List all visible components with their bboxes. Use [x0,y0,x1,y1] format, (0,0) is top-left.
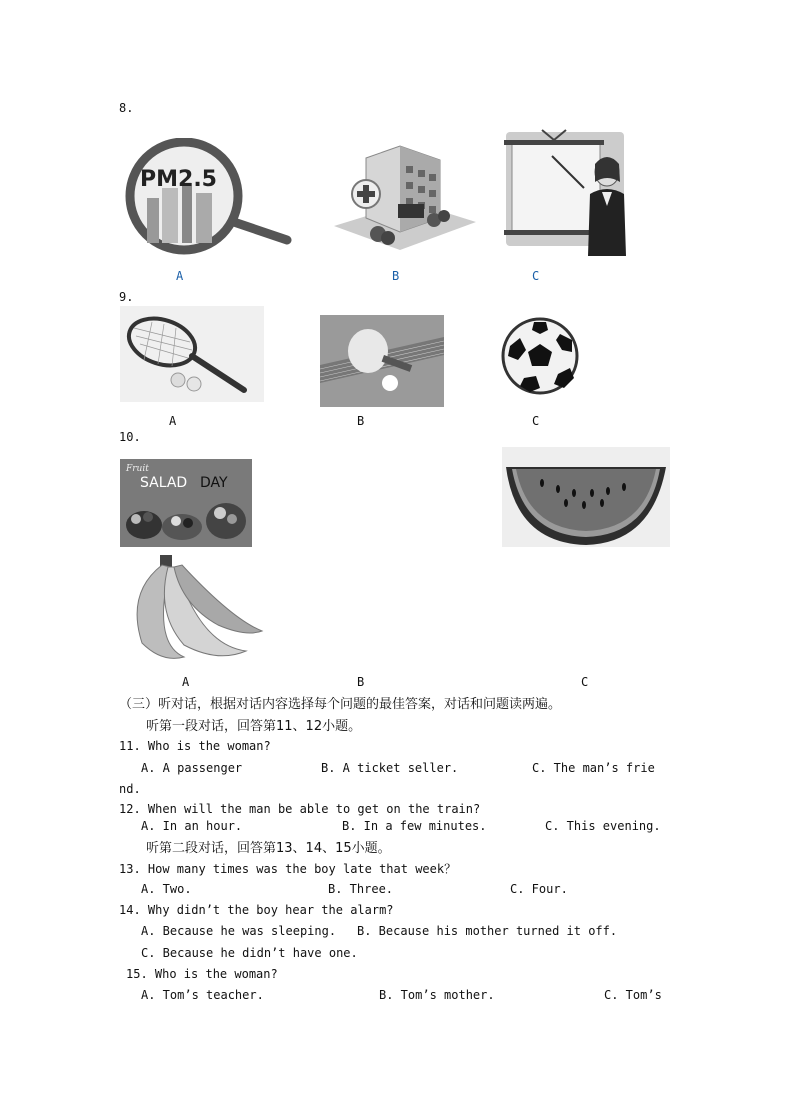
q9-label-b: B [357,414,365,428]
dialog-2-intro: 听第二段对话，回答第13、14、15小题。 [146,841,391,856]
question-8-number: 8. [119,101,134,115]
pm25-magnifier-icon [122,138,292,258]
question-13-option-a: A. Two. [141,882,192,896]
hospital-building-icon [330,138,478,258]
question-11-option-a: A. A passenger [141,761,243,775]
question-9-number: 9. [119,290,134,304]
banana-bunch-icon [122,553,264,665]
ping-pong-icon [320,315,444,407]
question-11-stem: 11. Who is the woman? [119,739,271,753]
salad-text-fruit: Fruit [126,464,149,474]
dialog-1-intro: 听第一段对话，回答第11、12小题。 [146,719,362,734]
salad-day-icon [120,459,252,547]
question-15-option-a: A. Tom’s teacher. [141,988,264,1002]
q8-label-b: B [392,269,400,283]
question-14-stem: 14. Why didn’t the boy hear the alarm? [119,903,394,917]
question-13-option-c: C. Four. [510,882,568,896]
question-13-stem: 13. How many times was the boy late that week？ [119,862,457,876]
question-12-option-b: B. In a few minutes. [342,819,487,833]
question-15-stem: 15. Who is the woman? [126,967,278,981]
q8-label-c: C [532,269,540,283]
tennis-racket-icon [120,306,264,402]
question-12-option-a: A. In an hour. [141,819,243,833]
question-14-option-c: C. Because he didn’t have one. [141,946,358,960]
watermelon-slice-icon [502,447,670,547]
soccer-ball-icon [500,316,582,396]
question-12-option-c: C. This evening. [545,819,661,833]
pm25-text: PM2.5 [140,167,217,192]
q10-label-b: B [357,675,365,689]
q9-label-a: A [169,414,177,428]
question-11-option-b: B. A ticket seller. [321,761,459,775]
salad-text-main: SALAD [140,475,188,491]
q8-label-a: A [176,269,184,283]
question-15-option-c: C. Tom’s [604,988,662,1002]
question-10-number: 10. [119,430,141,444]
question-15-option-b: B. Tom’s mother. [379,988,495,1002]
question-14-option-a: A. Because he was sleeping. [141,924,337,938]
salad-text-day: DAY [200,475,228,491]
question-11-option-c: C. The man’s frie [532,761,655,775]
question-13-option-b: B. Three. [328,882,394,896]
q10-label-c: C [581,675,589,689]
q10-label-a: A [182,675,190,689]
question-11-option-c-wrap: nd. [119,782,141,796]
teacher-board-icon [502,124,632,258]
q9-label-c: C [532,414,540,428]
question-14-option-b: B. Because his mother turned it off. [357,924,618,938]
section-3-heading: （三）听对话，根据对话内容选择每个问题的最佳答案，对话和问题读两遍。 [119,697,562,712]
question-12-stem: 12. When will the man be able to get on the train? [119,802,481,816]
